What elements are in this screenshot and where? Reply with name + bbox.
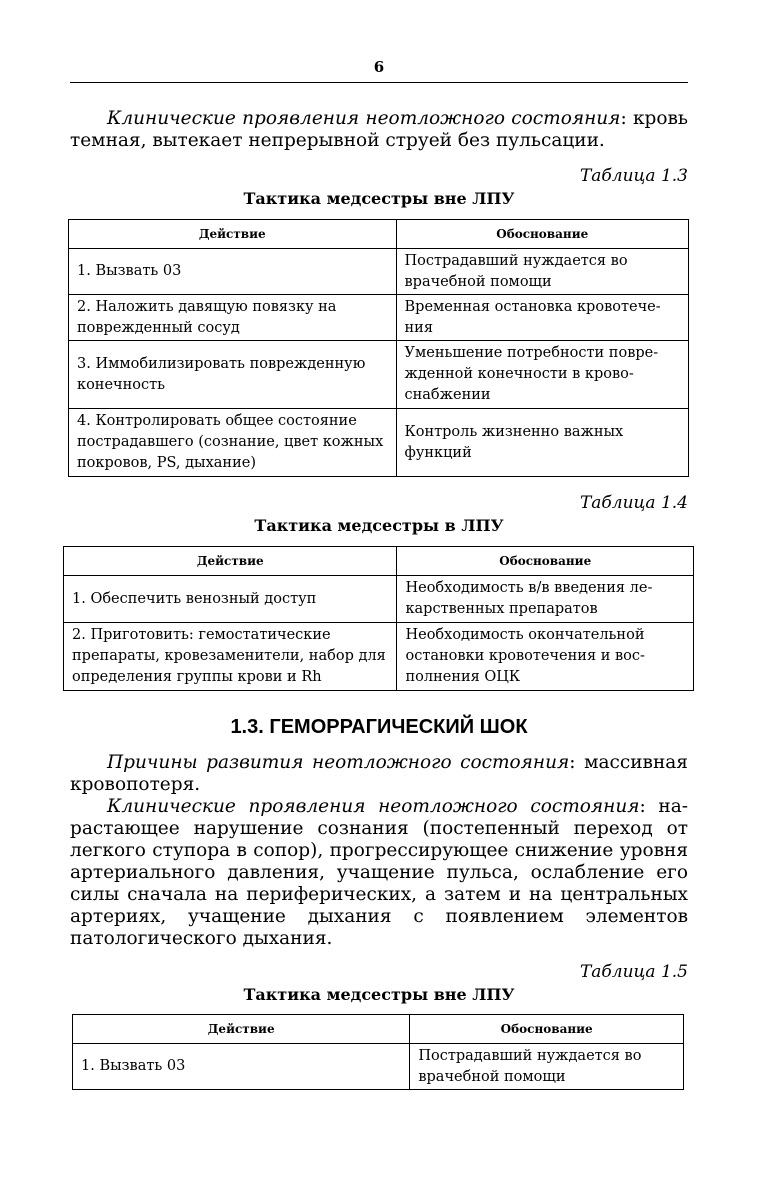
table-cell: 2. Приготовить: гемостатические препараты, кровезаменители, набор для определения группы крови и Rh — [64, 623, 397, 691]
table-1-5 — [72, 1014, 684, 1090]
header-rule — [70, 82, 688, 83]
table-cell: Контроль жизненно важных функций — [396, 409, 689, 477]
clinical-lead: Клинические проявления неотложного состояния — [107, 796, 640, 817]
intro-lead: Клинические проявления неотложного состояния — [107, 108, 621, 129]
table-cell: Уменьшение потребности поврежденной конечности в кровоснабжении — [396, 341, 689, 409]
table-row — [64, 623, 694, 691]
table-cell: Пострадавший нуждается во врачебной помощи — [396, 249, 689, 295]
header-cell-action: Действие — [73, 1015, 410, 1044]
table-header-row — [69, 220, 689, 249]
page-number: 6 — [373, 58, 385, 76]
header-cell-reason: Обоснование — [410, 1015, 684, 1044]
table-1-4 — [63, 546, 694, 691]
table-cell: Временная остановка кровотечения — [396, 295, 689, 341]
table-row — [73, 1044, 684, 1090]
header-cell-reason: Обоснование — [396, 220, 689, 249]
header-cell-action: Действие — [64, 547, 397, 576]
table-row — [69, 295, 689, 341]
intro-paragraph — [70, 108, 688, 152]
table-1-3-title: Тактика медсестры вне ЛПУ — [243, 189, 515, 208]
intro-text: : кровь темная, вытекает непрерывной струей без пульсации. — [70, 108, 688, 151]
clinical-text: : нарастающее нарушение сознания (постепенный переход от легкого ступора в сопор), прогрессирующее снижение уровня артериального давления, учащение пульса, ослабление его силы сначала на периферических, а затем и на центральных артериях, учащение дыхания с появлением элементов патологического дыхания. — [70, 796, 688, 949]
table-row — [69, 409, 689, 477]
table-cell: 1. Вызвать 03 — [73, 1044, 410, 1090]
section-heading: 1.3. ГЕМОРРАГИЧЕСКИЙ ШОК — [230, 716, 528, 738]
table-row — [64, 576, 694, 623]
header-cell-reason: Обоснование — [397, 547, 694, 576]
section-paragraph-clinical — [70, 796, 688, 950]
table-1-3 — [68, 219, 689, 477]
table-1-5-title: Тактика медсестры вне ЛПУ — [243, 985, 515, 1004]
table-cell: 2. Наложить давящую повязку на поврежденный сосуд — [69, 295, 397, 341]
causes-text: : массивная кровопотеря. — [70, 752, 688, 795]
table-1-3-label: Таблица 1.3 — [579, 166, 688, 186]
table-cell: 4. Контролировать общее состояние пострадавшего (сознание, цвет кожных покровов, PS, дыхание) — [69, 409, 397, 477]
table-cell: 1. Обеспечить венозный доступ — [64, 576, 397, 623]
causes-lead: Причины развития неотложного состояния — [107, 752, 570, 773]
table-1-5-label: Таблица 1.5 — [579, 962, 688, 982]
table-1-4-label: Таблица 1.4 — [579, 493, 688, 513]
table-1-4-title: Тактика медсестры в ЛПУ — [254, 516, 504, 535]
header-cell-action: Действие — [69, 220, 397, 249]
table-row — [69, 249, 689, 295]
table-cell: 1. Вызвать 03 — [69, 249, 397, 295]
table-cell: 3. Иммобилизировать поврежденную конечность — [69, 341, 397, 409]
table-cell: Пострадавший нуждается во врачебной помощи — [410, 1044, 684, 1090]
section-paragraph-causes — [70, 752, 688, 796]
table-cell: Необходимость окончательной остановки кровотечения и восполнения ОЦК — [397, 623, 694, 691]
table-header-row — [64, 547, 694, 576]
table-cell: Необходимость в/в введения лекарственных препаратов — [397, 576, 694, 623]
table-header-row — [73, 1015, 684, 1044]
table-row — [69, 341, 689, 409]
